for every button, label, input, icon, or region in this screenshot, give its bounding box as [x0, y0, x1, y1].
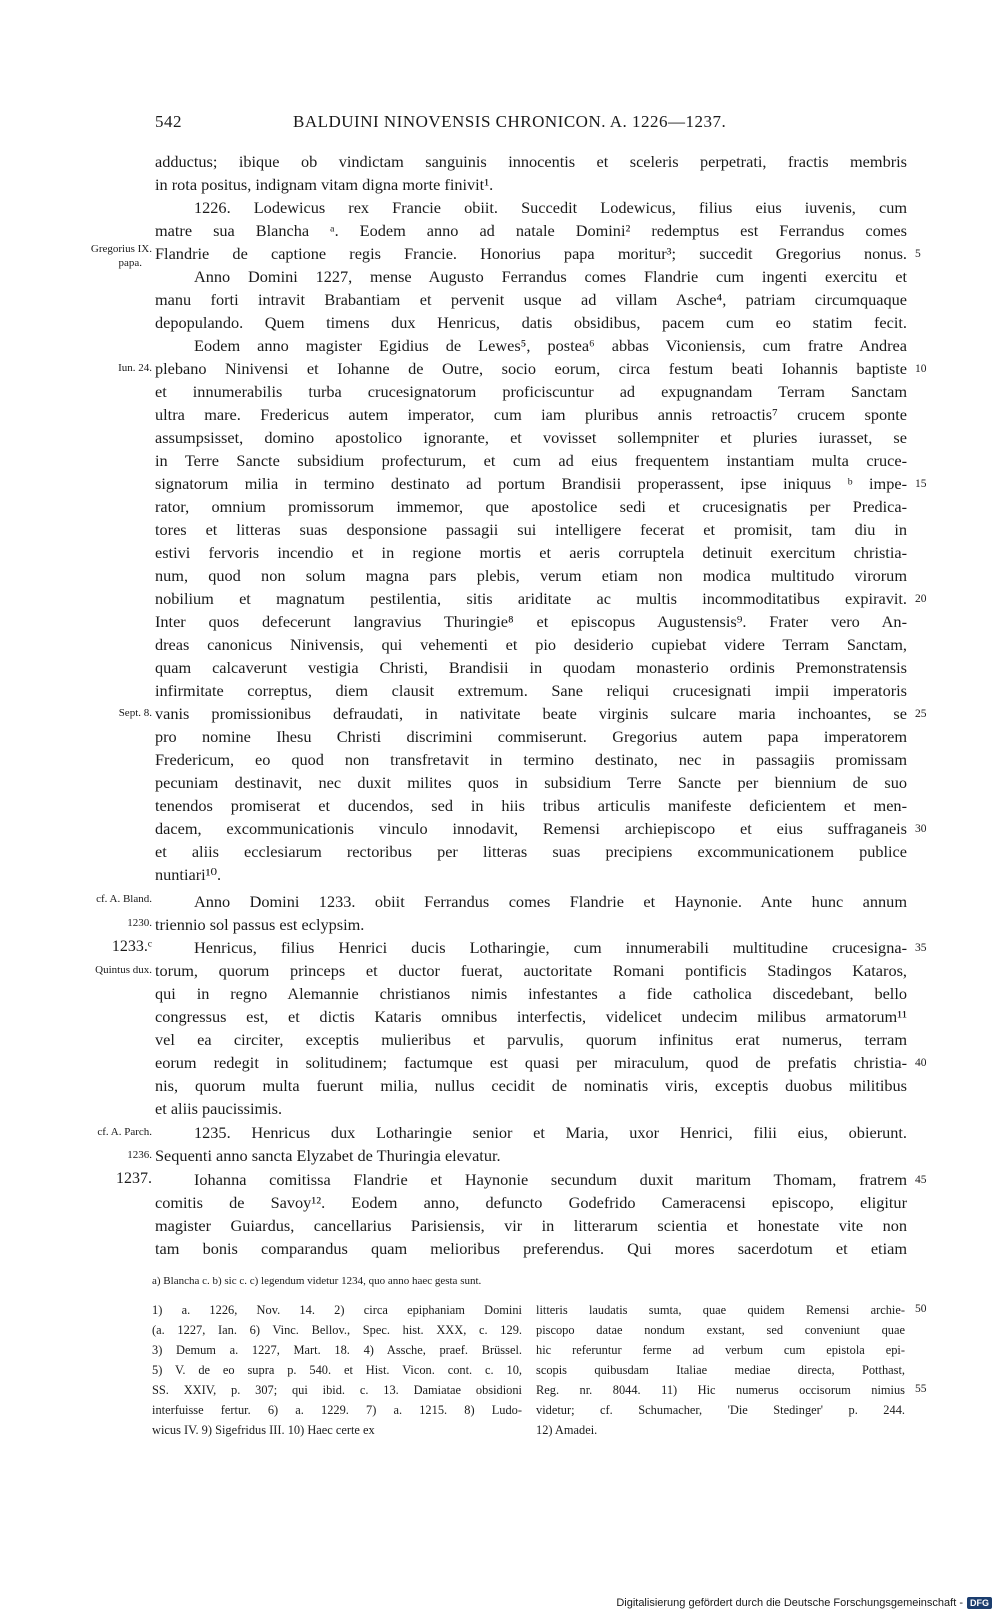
line-number: 20: [915, 593, 927, 605]
text-line: in Terre Sancte subsidium profecturum, et cum ad eius frequentem instantiam multa cruce-: [155, 451, 907, 470]
text-line: manu forti intravit Brabantiam et pervenit usque ad villam Asche⁴, patriam circumquaque: [155, 290, 907, 309]
text-line: qui in regno Alemannie christianos nimis infestantes a fide catholica discedebant, bello: [155, 984, 907, 1003]
text-line: comitis de Savoy¹². Eodem anno, defuncto Godefrido Cameracensi episcopo, eligitur: [155, 1193, 907, 1212]
text-line: ultra mare. Fredericus autem imperator, cum iam pluribus annis retroactis⁷ crucem sponte: [155, 405, 907, 424]
line-number: 25: [915, 708, 927, 720]
line-number: 30: [915, 823, 927, 835]
margin-note: 1230.: [127, 917, 152, 929]
text-line: Inter quos defecerunt langravius Thuringie⁸ et episcopus Augustensis⁹. Frater vero An-: [155, 612, 907, 631]
footnote-line: 12) Amadei.: [536, 1423, 598, 1437]
margin-note: 1236.: [127, 1149, 152, 1161]
text-line: Anno Domini 1227, mense Augusto Ferrandus comes Flandrie cum ingenti exercitu et: [194, 267, 907, 286]
footnote-line: wicus IV. 9) Sigefridus III. 10) Haec certe ex: [152, 1423, 375, 1437]
text-line: pro nomine Ihesu Christi discrimini commiserunt. Gregorius autem papa imperatorem: [155, 727, 907, 746]
text-line: nuntiari¹⁰.: [155, 865, 222, 884]
line-number: 50: [915, 1303, 927, 1315]
footnote-line: (a. 1227, Ian. 6) Vinc. Bellov., Spec. hist. XXX, c. 129.: [152, 1323, 522, 1337]
line-number: 45: [915, 1174, 927, 1186]
text-line: eorum redegit in solitudinem; factumque est quasi per miraculum, quod de prefatis christia-: [155, 1053, 907, 1072]
footnote-line: scopis quibusdam Italiae mediae directa, Potthast,: [536, 1363, 905, 1377]
text-line: rator, omnium promissorum immemor, que apostolice sedi et crucesignatis per Predica-: [155, 497, 907, 516]
text-line: pecuniam destinavit, nec duxit milites quos in subsidium Terre Sancte per biennium de suo: [155, 773, 907, 792]
text-line: vel ea circiter, exceptis mulieribus et parvulis, quorum infinitus erat numerus, terram: [155, 1030, 907, 1049]
running-title: BALDUINI NINOVENSIS CHRONICON. A. 1226—1237.: [293, 112, 727, 131]
text-line: Sequenti anno sancta Elyzabet de Thuringia elevatur.: [155, 1146, 501, 1165]
text-line: dreas canonicus Ninivensis, qui vehementi et pio desiderio cupiebat videre Terram Sanctam,: [155, 635, 907, 654]
text-line: infirmitate correptus, diem clausit extremum. Sane reliqui crucesignati impii imperatoris: [155, 681, 907, 700]
margin-note: Iun. 24.: [118, 362, 152, 374]
text-line: magister Guiardus, cancellarius Parisiensis, vir in litterarum scientia et honestate vite non: [155, 1216, 907, 1235]
line-number: 10: [915, 363, 927, 375]
footnote-line: videtur; cf. Schumacher, 'Die Stedinger' p. 244.: [536, 1403, 905, 1417]
text-line: num, quod non solum magna pars plebis, verum etiam non modica multitudo virorum: [155, 566, 907, 585]
text-line: in rota positus, indignam vitam digna morte finivit¹.: [155, 175, 494, 194]
footnote-line: 3) Demum a. 1227, Mart. 18. 4) Assche, praef. Brüssel.: [152, 1343, 522, 1357]
text-line: et innumerabilis turba crucesignatorum proficiscuntur ad expugnandam Terram Sanctam: [155, 382, 907, 401]
footnotes-left-column: [152, 1300, 522, 1440]
footnote-line: 5) V. de eo supra p. 540. et Hist. Vicon. cont. c. 10,: [152, 1363, 522, 1377]
text-line: nobilium et magnatum pestilentia, sitis ariditate ac multis incommoditatibus expiravit.: [155, 589, 907, 608]
footnote-line: Reg. nr. 8044. 11) Hic numerus occisorum nimius: [536, 1383, 905, 1397]
footnotes-right-column: [536, 1300, 905, 1440]
text-line: assumpsisset, domino apostolico ignorante, et vovisset sollempniter et pluries iurasset, se: [155, 428, 907, 447]
footnote-line: SS. XXIV, p. 307; qui ibid. c. 13. Damiatae obsidioni: [152, 1383, 522, 1397]
text-line: Fredericum, eo quod non transfretavit in termino destinato, nec in passagiis promissam: [155, 750, 907, 769]
textual-footnotes: a) Blancha c. b) sic c. c) legendum videtur 1234, quo anno haec gesta sunt.: [152, 1275, 482, 1287]
text-line: et aliis ecclesiarum rectoribus per litteras suas precipiens excommunicationem publice: [155, 842, 907, 861]
dfg-logo-icon: DFG: [967, 1597, 992, 1609]
text-line: estivi fervoris incendio et in regione mortis et aeris corruptela detinuit exercitum christia-: [155, 543, 907, 562]
line-number: 15: [915, 478, 927, 490]
credit-text: Digitalisierung gefördert durch die Deutsche Forschungsgemeinschaft -: [616, 1597, 963, 1609]
text-line: vanis promissionibus defraudati, in nativitate beate virginis sulcare maria inchoantes, se: [155, 704, 907, 723]
footnote-line: litteris laudatis sumta, quae quidem Remensi archie-: [536, 1303, 905, 1317]
line-number: 5: [915, 248, 921, 260]
text-line: et aliis paucissimis.: [155, 1099, 283, 1118]
margin-note: 1233.ᶜ: [111, 938, 152, 955]
line-number: 35: [915, 942, 927, 954]
text-line: adductus; ibique ob vindictam sanguinis innocentis et sceleris perpetrati, fractis membris: [155, 152, 907, 171]
text-line: Flandrie de captione regis Francie. Honorius papa moritur³; succedit Gregorius nonus.: [155, 244, 907, 263]
margin-note: Quintus dux.: [95, 964, 152, 976]
text-line: tenendos promiserat et ducendos, sed in hiis tribus articulis manifeste deficientem et men-: [155, 796, 907, 815]
text-line: 1235. Henricus dux Lotharingie senior et Maria, uxor Henrici, filii eius, obierunt.: [194, 1123, 907, 1142]
text-line: quam calcaverunt vestigia Christi, Brandisii in quodam monasterio ordinis Premonstratensis: [155, 658, 907, 677]
text-line: Henricus, filius Henrici ducis Lotharingie, cum innumerabili multitudine crucesigna-: [194, 938, 907, 957]
margin-note: 1237.: [116, 1170, 152, 1187]
line-number: 55: [915, 1383, 927, 1395]
text-line: Anno Domini 1233. obiit Ferrandus comes Flandrie et Haynonie. Ante hunc annum: [194, 892, 907, 911]
footnote-line: interfuisse fertur. 6) a. 1229. 7) a. 1215. 8) Ludo-: [152, 1403, 522, 1417]
text-line: Eodem anno magister Egidius de Lewes⁵, postea⁶ abbas Viconiensis, cum fratre Andrea: [194, 336, 907, 355]
text-line: dacem, excommunicationis vinculo innodavit, Remensi archiepiscopo et eius suffraganeis: [155, 819, 907, 838]
text-line: plebano Ninivensi et Iohanne de Outre, socio eorum, circa festum beati Iohannis baptiste: [155, 359, 907, 378]
text-line: tam bonis comparandus quam melioribus preferendus. Qui mores sacerdotum et etiam: [155, 1239, 907, 1258]
text-line: signatorum milia in termino destinato ad portum Brandisii properassent, ipse iniquus ᵇ impe-: [155, 474, 907, 493]
text-line: triennio sol passus est eclypsim.: [155, 915, 365, 934]
text-line: torum, quorum princeps et ductor fuerat, auctoritate Romani pontificis Stadingos Kataros,: [155, 961, 907, 980]
text-line: matre sua Blancha ᵃ. Eodem anno ad natale Domini² redemptus est Ferrandus comes: [155, 221, 907, 240]
footnote-line: 1) a. 1226, Nov. 14. 2) circa epiphaniam Domini: [152, 1303, 522, 1317]
footnote-line: piscopo datae nondum exstant, sed conveniunt quae: [536, 1323, 905, 1337]
digitization-credit: [616, 1597, 992, 1609]
text-line: depopulando. Quem timens dux Henricus, datis obsidibus, pacem cum eo statim fecit.: [155, 313, 907, 332]
margin-note: papa.: [118, 257, 142, 269]
line-number: 40: [915, 1057, 927, 1069]
margin-note: cf. A. Bland.: [96, 893, 152, 905]
margin-note: cf. A. Parch.: [97, 1126, 152, 1138]
footnote-line: hic referuntur ferme ad verbum cum epistola epi-: [536, 1343, 905, 1357]
text-line: Iohanna comitissa Flandrie et Haynonie secundum duxit maritum Thomam, fratrem: [194, 1170, 907, 1189]
page-number: 542: [155, 112, 182, 131]
text-line: tores et litteras suas desponsione passagii sui intelligere fecerat et promisit, tam diu in: [155, 520, 907, 539]
text-line: nis, quorum multa fuerunt milia, nullus cecidit de nominatis viris, exceptis duobus militibus: [155, 1076, 907, 1095]
text-line: 1226. Lodewicus rex Francie obiit. Succedit Lodewicus, filius eius iuvenis, cum: [194, 198, 907, 217]
margin-note: Gregorius IX.: [90, 243, 152, 255]
margin-note: Sept. 8.: [118, 707, 152, 719]
text-line: congressus est, et dictis Kataris omnibus interfectis, videlicet undecim milibus armatorum¹¹: [155, 1007, 907, 1026]
